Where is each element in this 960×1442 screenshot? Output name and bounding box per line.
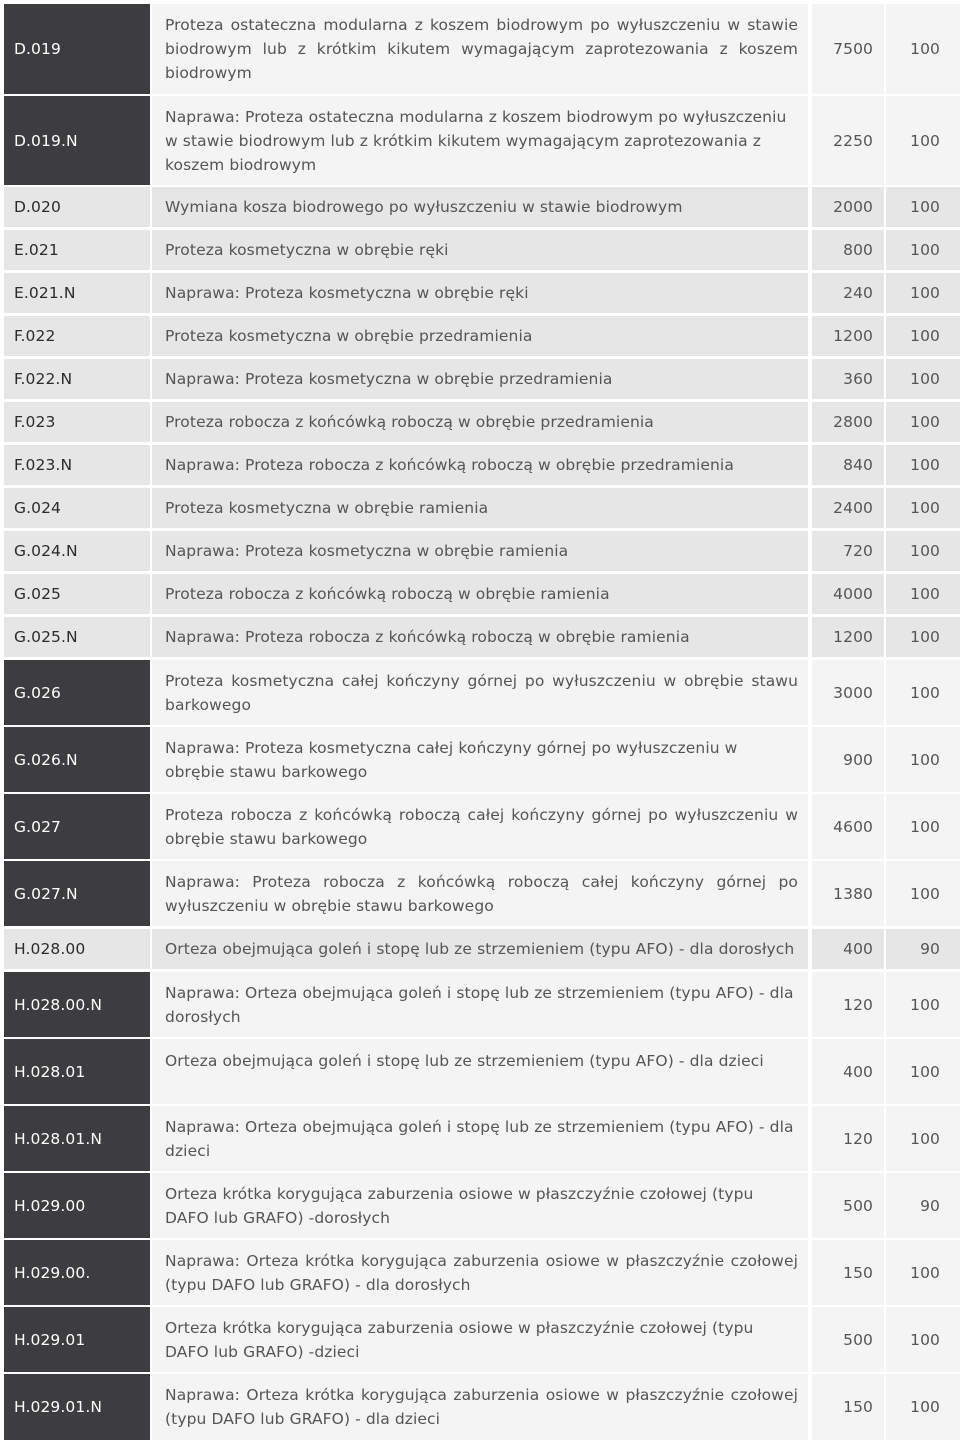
item-code: H.029.00. (4, 1240, 150, 1305)
item-code: F.022 (4, 316, 150, 356)
item-code: G.027 (4, 794, 150, 859)
item-description: Naprawa: Proteza robocza z końcówką roboczą w obrębie przedramienia (152, 445, 808, 485)
item-code: G.026 (4, 660, 150, 725)
item-percent: 100 (886, 617, 960, 657)
item-price: 400 (812, 929, 884, 969)
table-row (0, 574, 960, 614)
item-percent: 100 (886, 445, 960, 485)
item-price: 800 (812, 230, 884, 270)
item-percent: 100 (886, 230, 960, 270)
table-row (0, 359, 960, 399)
table-row (0, 1039, 960, 1104)
item-percent: 100 (886, 96, 960, 185)
item-code: G.027.N (4, 861, 150, 926)
table-row (0, 972, 960, 1037)
item-description: Naprawa: Proteza kosmetyczna w obrębie ręki (152, 273, 808, 313)
item-price: 400 (812, 1039, 884, 1104)
item-description: Orteza obejmująca goleń i stopę lub ze strzemieniem (typu AFO) - dla dzieci (152, 1039, 808, 1104)
item-percent: 100 (886, 1374, 960, 1440)
item-price: 240 (812, 273, 884, 313)
item-code: H.029.01 (4, 1307, 150, 1372)
item-price: 720 (812, 531, 884, 571)
item-price: 360 (812, 359, 884, 399)
item-percent: 90 (886, 929, 960, 969)
item-code: G.024.N (4, 531, 150, 571)
item-description: Naprawa: Proteza robocza z końcówką roboczą w obrębie ramienia (152, 617, 808, 657)
item-code: G.026.N (4, 727, 150, 792)
item-percent: 100 (886, 861, 960, 926)
item-price: 1200 (812, 617, 884, 657)
item-price: 2250 (812, 96, 884, 185)
item-description: Naprawa: Proteza kosmetyczna całej kończyny górnej po wyłuszczeniu w obrębie stawu barkowego (152, 727, 808, 792)
table-row (0, 617, 960, 657)
table-row (0, 273, 960, 313)
item-code: E.021 (4, 230, 150, 270)
item-description: Naprawa: Proteza robocza z końcówką roboczą całej kończyny górnej po wyłuszczeniu w obrębie stawu barkowego (152, 861, 808, 926)
item-description: Proteza robocza z końcówką roboczą w obrębie przedramienia (152, 402, 808, 442)
table-row (0, 531, 960, 571)
item-description: Proteza ostateczna modularna z koszem biodrowym po wyłuszczeniu w stawie biodrowym lub z krótkim kikutem wymagającym zaprotezowania z koszem biodrowym (152, 4, 808, 94)
table-row (0, 861, 960, 926)
table-row (0, 727, 960, 792)
table-row (0, 4, 960, 94)
item-code: H.028.01.N (4, 1106, 150, 1171)
item-percent: 100 (886, 488, 960, 528)
table-row (0, 1106, 960, 1171)
item-price: 500 (812, 1173, 884, 1238)
table-row (0, 660, 960, 725)
table-row (0, 316, 960, 356)
table-row (0, 230, 960, 270)
item-percent: 90 (886, 1173, 960, 1238)
item-percent: 100 (886, 1039, 960, 1104)
table-row (0, 794, 960, 859)
table-row (0, 187, 960, 227)
item-description: Orteza obejmująca goleń i stopę lub ze strzemieniem (typu AFO) - dla dorosłych (152, 929, 808, 969)
item-code: D.019.N (4, 96, 150, 185)
item-percent: 100 (886, 794, 960, 859)
item-percent: 100 (886, 1240, 960, 1305)
item-price: 500 (812, 1307, 884, 1372)
table-row (0, 1173, 960, 1238)
item-price: 3000 (812, 660, 884, 725)
item-price: 4600 (812, 794, 884, 859)
table-row (0, 1374, 960, 1440)
item-description: Naprawa: Orteza obejmująca goleń i stopę lub ze strzemieniem (typu AFO) - dla dorosłych (152, 972, 808, 1037)
table-row (0, 1307, 960, 1372)
item-description: Naprawa: Proteza ostateczna modularna z koszem biodrowym po wyłuszczeniu w stawie biodrowym lub z krótkim kikutem wymagającym zaprotezowania z koszem biodrowym (152, 96, 808, 185)
item-percent: 100 (886, 316, 960, 356)
item-price: 1380 (812, 861, 884, 926)
item-price: 2400 (812, 488, 884, 528)
item-code: D.019 (4, 4, 150, 94)
item-percent: 100 (886, 660, 960, 725)
item-percent: 100 (886, 1307, 960, 1372)
item-description: Naprawa: Orteza krótka korygująca zaburzenia osiowe w płaszczyźnie czołowej (typu DAFO lub GRAFO) - dla dorosłych (152, 1240, 808, 1305)
item-code: F.022.N (4, 359, 150, 399)
item-price: 4000 (812, 574, 884, 614)
item-description: Proteza kosmetyczna w obrębie ramienia (152, 488, 808, 528)
item-code: F.023.N (4, 445, 150, 485)
item-description: Orteza krótka korygująca zaburzenia osiowe w płaszczyźnie czołowej (typu DAFO lub GRAFO) -dzieci (152, 1307, 808, 1372)
table-row (0, 1240, 960, 1305)
item-price: 120 (812, 972, 884, 1037)
item-code: G.025 (4, 574, 150, 614)
item-description: Naprawa: Orteza krótka korygująca zaburzenia osiowe w płaszczyźnie czołowej (typu DAFO lub GRAFO) - dla dzieci (152, 1374, 808, 1440)
item-description: Proteza kosmetyczna w obrębie przedramienia (152, 316, 808, 356)
item-percent: 100 (886, 531, 960, 571)
item-price: 840 (812, 445, 884, 485)
item-code: H.028.00 (4, 929, 150, 969)
item-description: Proteza robocza z końcówką roboczą w obrębie ramienia (152, 574, 808, 614)
item-code: G.024 (4, 488, 150, 528)
item-percent: 100 (886, 273, 960, 313)
item-percent: 100 (886, 972, 960, 1037)
item-percent: 100 (886, 1106, 960, 1171)
item-code: H.029.00 (4, 1173, 150, 1238)
table-row (0, 402, 960, 442)
item-code: H.028.00.N (4, 972, 150, 1037)
item-code: H.029.01.N (4, 1374, 150, 1440)
item-price: 150 (812, 1240, 884, 1305)
item-percent: 100 (886, 4, 960, 94)
item-code: G.025.N (4, 617, 150, 657)
item-code: D.020 (4, 187, 150, 227)
item-percent: 100 (886, 402, 960, 442)
item-price: 2000 (812, 187, 884, 227)
item-percent: 100 (886, 727, 960, 792)
item-description: Proteza kosmetyczna całej kończyny górnej po wyłuszczeniu w obrębie stawu barkowego (152, 660, 808, 725)
item-description: Naprawa: Proteza kosmetyczna w obrębie ramienia (152, 531, 808, 571)
item-percent: 100 (886, 574, 960, 614)
item-code: E.021.N (4, 273, 150, 313)
item-description: Naprawa: Proteza kosmetyczna w obrębie przedramienia (152, 359, 808, 399)
table-row (0, 96, 960, 185)
item-price: 7500 (812, 4, 884, 94)
item-code: F.023 (4, 402, 150, 442)
table-row (0, 445, 960, 485)
item-description: Orteza krótka korygująca zaburzenia osiowe w płaszczyźnie czołowej (typu DAFO lub GRAFO) -dorosłych (152, 1173, 808, 1238)
item-description: Proteza kosmetyczna w obrębie ręki (152, 230, 808, 270)
item-code: H.028.01 (4, 1039, 150, 1104)
table-row (0, 488, 960, 528)
item-price: 1200 (812, 316, 884, 356)
item-price: 120 (812, 1106, 884, 1171)
table-row (0, 929, 960, 969)
item-description: Wymiana kosza biodrowego po wyłuszczeniu w stawie biodrowym (152, 187, 808, 227)
item-price: 150 (812, 1374, 884, 1440)
item-price: 2800 (812, 402, 884, 442)
item-percent: 100 (886, 359, 960, 399)
item-description: Proteza robocza z końcówką roboczą całej kończyny górnej po wyłuszczeniu w obrębie stawu barkowego (152, 794, 808, 859)
item-percent: 100 (886, 187, 960, 227)
item-description: Naprawa: Orteza obejmująca goleń i stopę lub ze strzemieniem (typu AFO) - dla dzieci (152, 1106, 808, 1171)
item-price: 900 (812, 727, 884, 792)
